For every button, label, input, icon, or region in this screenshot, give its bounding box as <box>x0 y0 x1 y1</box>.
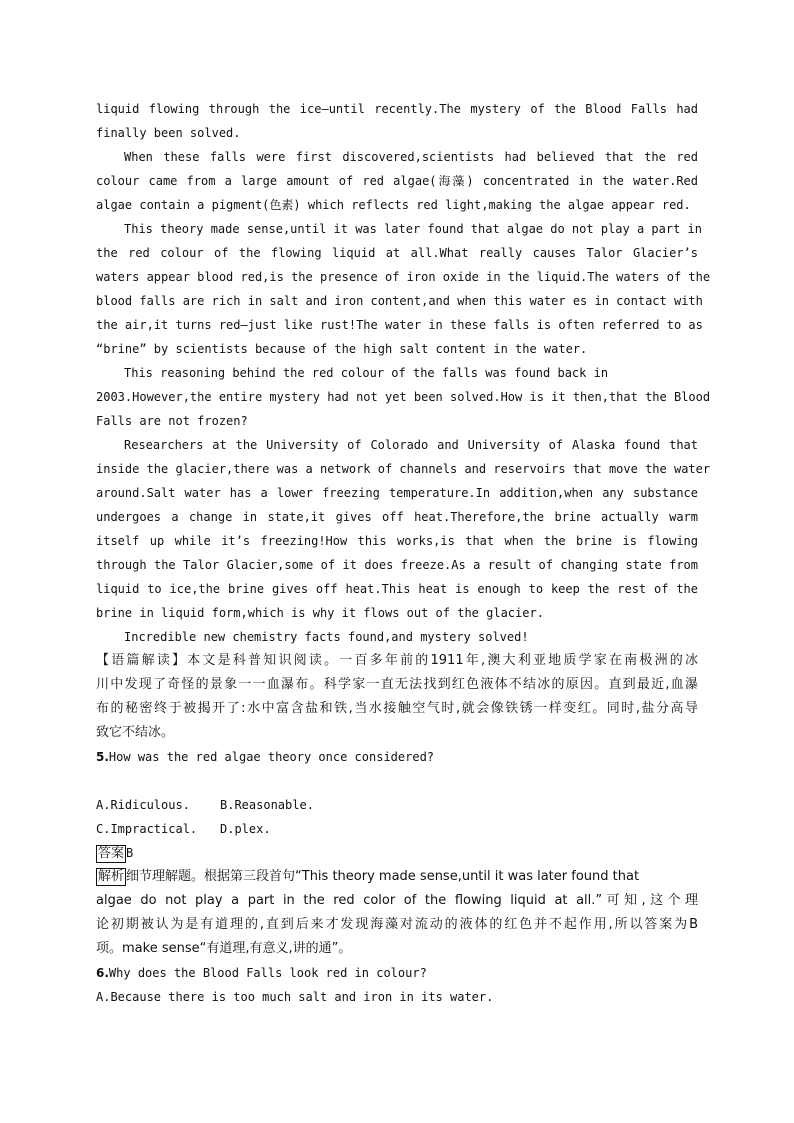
option-c: C.Impractical. <box>96 822 198 836</box>
explanation-text: 细节理解题。根据第三段首句“This theory made sense,until it was later found that <box>126 869 640 884</box>
explanation-tag: 解析 <box>98 869 125 884</box>
question-5-number: 5. <box>96 750 109 764</box>
document-page <box>96 97 711 1009</box>
text-line: itself up while it’s freezing!How this works,is that when the brine is flowing <box>96 534 698 548</box>
text-line: 2003.However,the entire mystery had not yet been solved.How is it then,that the Blood <box>96 390 711 404</box>
question-5-options-row-1 <box>96 793 698 817</box>
explanation <box>96 865 698 961</box>
text-line: Incredible new chemistry facts found,and mystery solved! <box>124 630 529 644</box>
text-line: inside the glacier,there was a network of channels and reservoirs that move the water <box>96 462 711 476</box>
answer-value: B <box>126 846 134 860</box>
question-5 <box>96 745 698 769</box>
explanation-line <box>96 865 698 889</box>
text-line: liquid flowing through the ice—until recently.The mystery of the Blood Falls had <box>96 102 698 116</box>
text-line: 【语篇解读】本文是科普知识阅读。一百多年前的1911年,澳大利亚地质学家在南极洲的冰 <box>96 653 698 668</box>
text-line: Researchers at the University of Colorado and University of Alaska found that <box>124 438 698 452</box>
text-line: “brine” by scientists because of the high salt content in the water. <box>96 342 588 356</box>
spacer <box>96 769 698 793</box>
answer-tag: 答案 <box>98 846 125 861</box>
reading-passage <box>96 97 711 649</box>
explanation-line: 论初期被认为是有道理的,直到后来才发现海藻对流动的液体的红色并不起作用,所以答案为B <box>96 917 698 932</box>
text-line: 川中发现了奇怪的景象一一血瀑布。科学家一直无法找到红色液体不结冰的原因。直到最近,血瀑 <box>96 677 698 692</box>
text-line: the red colour of the flowing liquid at all.What really causes Talor Glacier’s <box>96 246 698 260</box>
text-line: liquid to ice,the brine gives off heat.This heat is enough to keep the rest of the <box>96 582 698 596</box>
question-6-stem: Why does the Blood Falls look red in colour? <box>108 966 427 980</box>
text-line: around.Salt water has a lower freezing temperature.In addition,when any substance <box>96 486 698 500</box>
passage-analysis <box>96 649 698 745</box>
explanation-line: 项。make sense“有道理,有意义,讲的通”。 <box>96 941 352 956</box>
explanation-line: algae do not play a part in the red color of the flowing liquid at all.”可知,这个理 <box>96 893 698 908</box>
text-line: the air,it turns red—just like rust!The water in these falls is often referred to as <box>96 318 703 332</box>
text-line: finally been solved. <box>96 126 241 140</box>
question-6 <box>96 961 698 985</box>
text-line: brine in liquid form,which is why it flows out of the glacier. <box>96 606 544 620</box>
answer-line <box>96 841 698 865</box>
question-6-number: 6. <box>96 966 109 980</box>
text-line: This theory made sense,until it was later found that algae do not play a part in <box>124 222 702 236</box>
text-line: waters appear blood red,is the presence of iron oxide in the liquid.The waters of the <box>96 270 711 284</box>
text-line: algae contain a pigment(色素) which reflects red light,making the algae appear red. <box>96 198 691 212</box>
text-line: 致它不结冰。 <box>96 725 175 740</box>
question-6-option-a: A.Because there is too much salt and iron in its water. <box>96 990 494 1004</box>
text-line: through the Talor Glacier,some of it does freeze.As a result of changing state from <box>96 558 698 572</box>
text-line: blood falls are rich in salt and iron content,and when this water es in contact with <box>96 294 703 308</box>
text-line: Falls are not frozen? <box>96 414 248 428</box>
option-a: A.Ridiculous. <box>96 798 190 812</box>
question-5-stem: How was the red algae theory once considered? <box>108 750 435 764</box>
question-5-options-row-2 <box>96 817 698 841</box>
text-line: 布的秘密终于被揭开了:水中富含盐和铁,当水接触空气时,就会像铁锈一样变红。同时,盐分高导 <box>96 701 698 716</box>
text-line: colour came from a large amount of red algae(海藻) concentrated in the water.Red <box>96 174 698 188</box>
option-b: B.Reasonable. <box>220 798 314 812</box>
option-d: D.plex. <box>220 822 271 836</box>
text-line: When these falls were first discovered,scientists had believed that the red <box>124 150 698 164</box>
text-line: This reasoning behind the red colour of the falls was found back in <box>124 366 609 380</box>
text-line: undergoes a change in state,it gives off heat.Therefore,the brine actually warm <box>96 510 698 524</box>
